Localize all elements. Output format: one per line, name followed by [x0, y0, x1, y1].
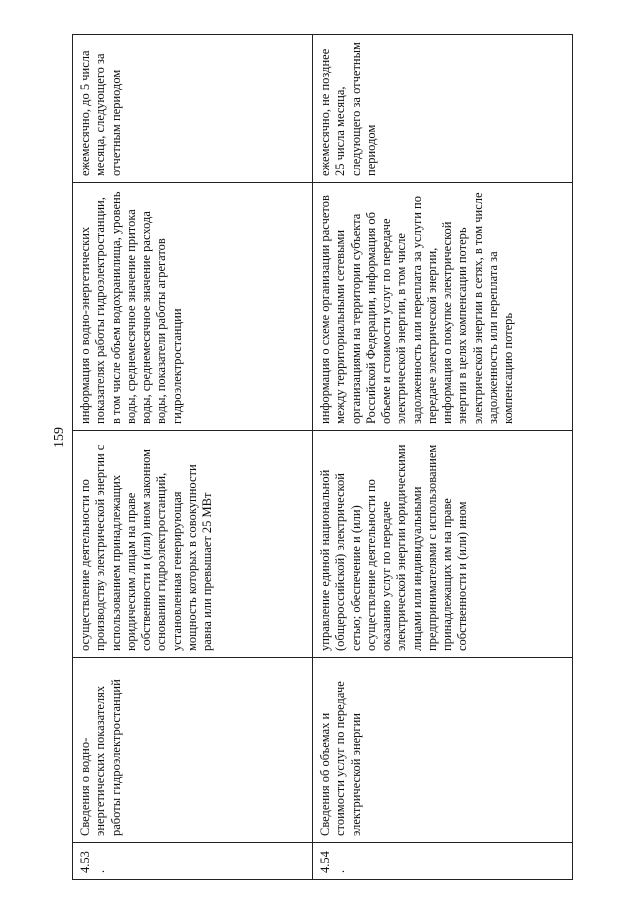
page-number: 159 — [52, 427, 67, 448]
table-row — [73, 35, 313, 880]
report-name-cell: Сведения о водно-энергетических показателях работы гидроэлектростанций — [73, 658, 313, 843]
deadline-cell: ежемесячно, до 5 числа месяца, следующего за отчетным периодом — [73, 35, 313, 183]
row-number-cell: 4.53. — [73, 843, 313, 880]
information-content-cell: информация о водно-энергетических показателях работы гидроэлектростанции, в том числе объем водохранилища, уровень воды, среднемесячное значение притока воды, среднемесячное значение расхода воды, показатели работы агрегатов гидроэлектростанции — [73, 183, 313, 431]
reporting-entity-cell: осуществление деятельности по производству электрической энергии с использованием принадлежащих юридическим лицам на праве собственности и (или) ином законном основании гидроэлектростанций, установленная генерирующая мощность которых в совокупности равна или превышает 25 МВт — [73, 431, 313, 658]
rotated-table-wrapper — [72, 35, 572, 880]
deadline-cell: ежемесячно, не позднее 25 числа месяца, следующего за отчетным периодом — [313, 35, 573, 183]
row-number-cell: 4.54. — [313, 843, 573, 880]
information-content-cell: информация о схеме организации расчетов между территориальными сетевыми организациями на территории субъекта Российской Федерации, информация об объеме и стоимости услуг по передаче электрической энергии, в том числе задолженность или переплата за услуги по передаче электрической энергии, информация о покупке электрической энергии в целях компенсации потерь электрической энергии в сетях, в том числе задолженность или переплата за компенсацию потерь — [313, 183, 573, 431]
table-row — [313, 35, 573, 880]
reporting-entity-cell: управление единой национальной (общероссийской) электрической сетью; обеспечение и (или) осуществление деятельности по оказанию услуг по передаче электрической энергии юридическими лицами или индивидуальными предпринимателями с использованием принадлежащих им на праве собственности и (или) ином — [313, 431, 573, 658]
report-name-cell: Сведения об объемах и стоимости услуг по передаче электрической энергии — [313, 658, 573, 843]
reporting-table — [72, 34, 573, 880]
